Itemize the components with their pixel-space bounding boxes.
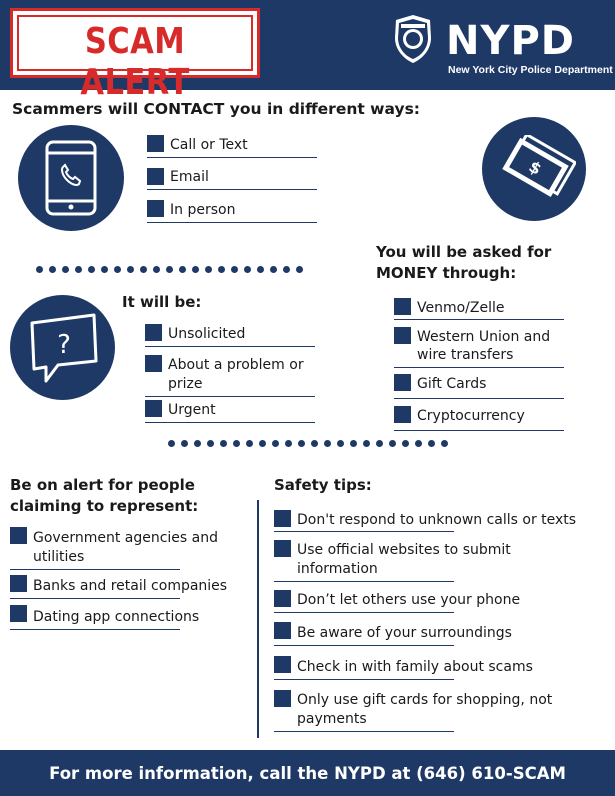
divider-dot	[244, 266, 251, 273]
contact-heading: Scammers will CONTACT you in different ways:	[12, 100, 421, 118]
represent-heading-1: Be on alert for people	[10, 476, 195, 494]
contact-item-email: Email	[170, 169, 209, 185]
header-banner	[0, 0, 615, 103]
money-icon-circle	[482, 117, 586, 221]
divider-dot	[101, 266, 108, 273]
divider-dot	[194, 440, 201, 447]
safety-item-family: Check in with family about scams	[297, 659, 533, 675]
money-item-wire: wire transfers	[417, 347, 514, 363]
safety-item-phone: Don’t let others use your phone	[297, 592, 521, 608]
represent-item-government: Government agencies and	[33, 530, 218, 546]
safety-item-websites: Use official websites to submit	[297, 542, 511, 558]
divider-dot	[36, 266, 43, 273]
contact-item-person: In person	[170, 202, 236, 218]
itwill-item-urgent: Urgent	[168, 402, 216, 418]
divider-dot	[350, 440, 357, 447]
divider-dot	[231, 266, 238, 273]
divider-dot	[218, 266, 225, 273]
divider-dot	[127, 266, 134, 273]
divider-dot	[140, 266, 147, 273]
divider-dot	[283, 266, 290, 273]
itwill-heading: It will be:	[122, 293, 202, 311]
money-item-giftcards: Gift Cards	[417, 376, 487, 392]
divider-dot	[49, 266, 56, 273]
divider-dot	[166, 266, 173, 273]
divider-dot	[337, 440, 344, 447]
divider-dot	[270, 266, 277, 273]
divider-dot	[285, 440, 292, 447]
divider-dot	[257, 266, 264, 273]
contact-item-call: Call or Text	[170, 137, 248, 153]
divider-dot	[75, 266, 82, 273]
divider-dot	[402, 440, 409, 447]
safety-item-respond: Don't respond to unknown calls or texts	[297, 512, 577, 528]
itwill-item-prize: prize	[168, 376, 203, 392]
divider-dot	[114, 266, 121, 273]
divider-dot	[192, 266, 199, 273]
safety-item-payments: payments	[297, 711, 367, 727]
represent-item-dating: Dating app connections	[33, 609, 200, 625]
safety-item-information: information	[297, 561, 378, 577]
money-heading-1: You will be asked for	[376, 243, 552, 261]
divider-dot	[168, 440, 175, 447]
phone-icon-circle	[18, 125, 124, 231]
represent-item-banks: Banks and retail companies	[33, 578, 228, 594]
divider-dot	[428, 440, 435, 447]
divider-dot	[207, 440, 214, 447]
represent-heading-2: claiming to represent:	[10, 497, 199, 515]
divider-dot	[311, 440, 318, 447]
nypd-logo: NYPD	[446, 18, 575, 64]
nypd-full-name: New York City Police Department	[448, 64, 613, 76]
divider-dot	[246, 440, 253, 447]
footer-banner	[0, 750, 615, 796]
divider-dot	[298, 440, 305, 447]
money-icon	[492, 135, 576, 205]
police-badge-icon	[392, 14, 434, 64]
scam-alert-stamp	[10, 8, 260, 103]
money-heading-2: MONEY through:	[376, 264, 517, 282]
itwill-item-problem: About a problem or	[168, 357, 304, 373]
divider-dot	[441, 440, 448, 447]
scam-alert-title: SCAM ALERT	[80, 21, 190, 103]
question-icon-circle	[10, 295, 115, 400]
section-divider-line	[257, 500, 259, 738]
divider-dot	[220, 440, 227, 447]
divider-dot	[181, 440, 188, 447]
divider-dot	[205, 266, 212, 273]
divider-dot	[62, 266, 69, 273]
divider-dot	[272, 440, 279, 447]
represent-item-utilities: utilities	[33, 549, 85, 565]
divider-dot	[296, 266, 303, 273]
itwill-item-unsolicited: Unsolicited	[168, 326, 246, 342]
safety-item-surroundings: Be aware of your surroundings	[297, 625, 512, 641]
safety-heading: Safety tips:	[274, 476, 372, 494]
footer-contact-text: For more information, call the NYPD at (646) 610-SCAM	[49, 764, 566, 783]
divider-dot	[363, 440, 370, 447]
divider-dot	[415, 440, 422, 447]
svg-text:?: ?	[57, 330, 71, 360]
safety-item-giftcards: Only use gift cards for shopping, not	[297, 692, 553, 708]
divider-dot	[259, 440, 266, 447]
divider-dot	[324, 440, 331, 447]
divider-dot	[389, 440, 396, 447]
money-item-venmo: Venmo/Zelle	[417, 300, 505, 316]
divider-dot	[376, 440, 383, 447]
money-item-crypto: Cryptocurrency	[417, 408, 525, 424]
phone-icon	[44, 139, 98, 217]
svg-text:$: $	[525, 156, 545, 179]
money-item-western-union: Western Union and	[417, 329, 551, 345]
question-bubble-icon	[24, 313, 102, 385]
divider-dot	[179, 266, 186, 273]
divider-dot	[153, 266, 160, 273]
divider-dot	[88, 266, 95, 273]
divider-dot	[233, 440, 240, 447]
